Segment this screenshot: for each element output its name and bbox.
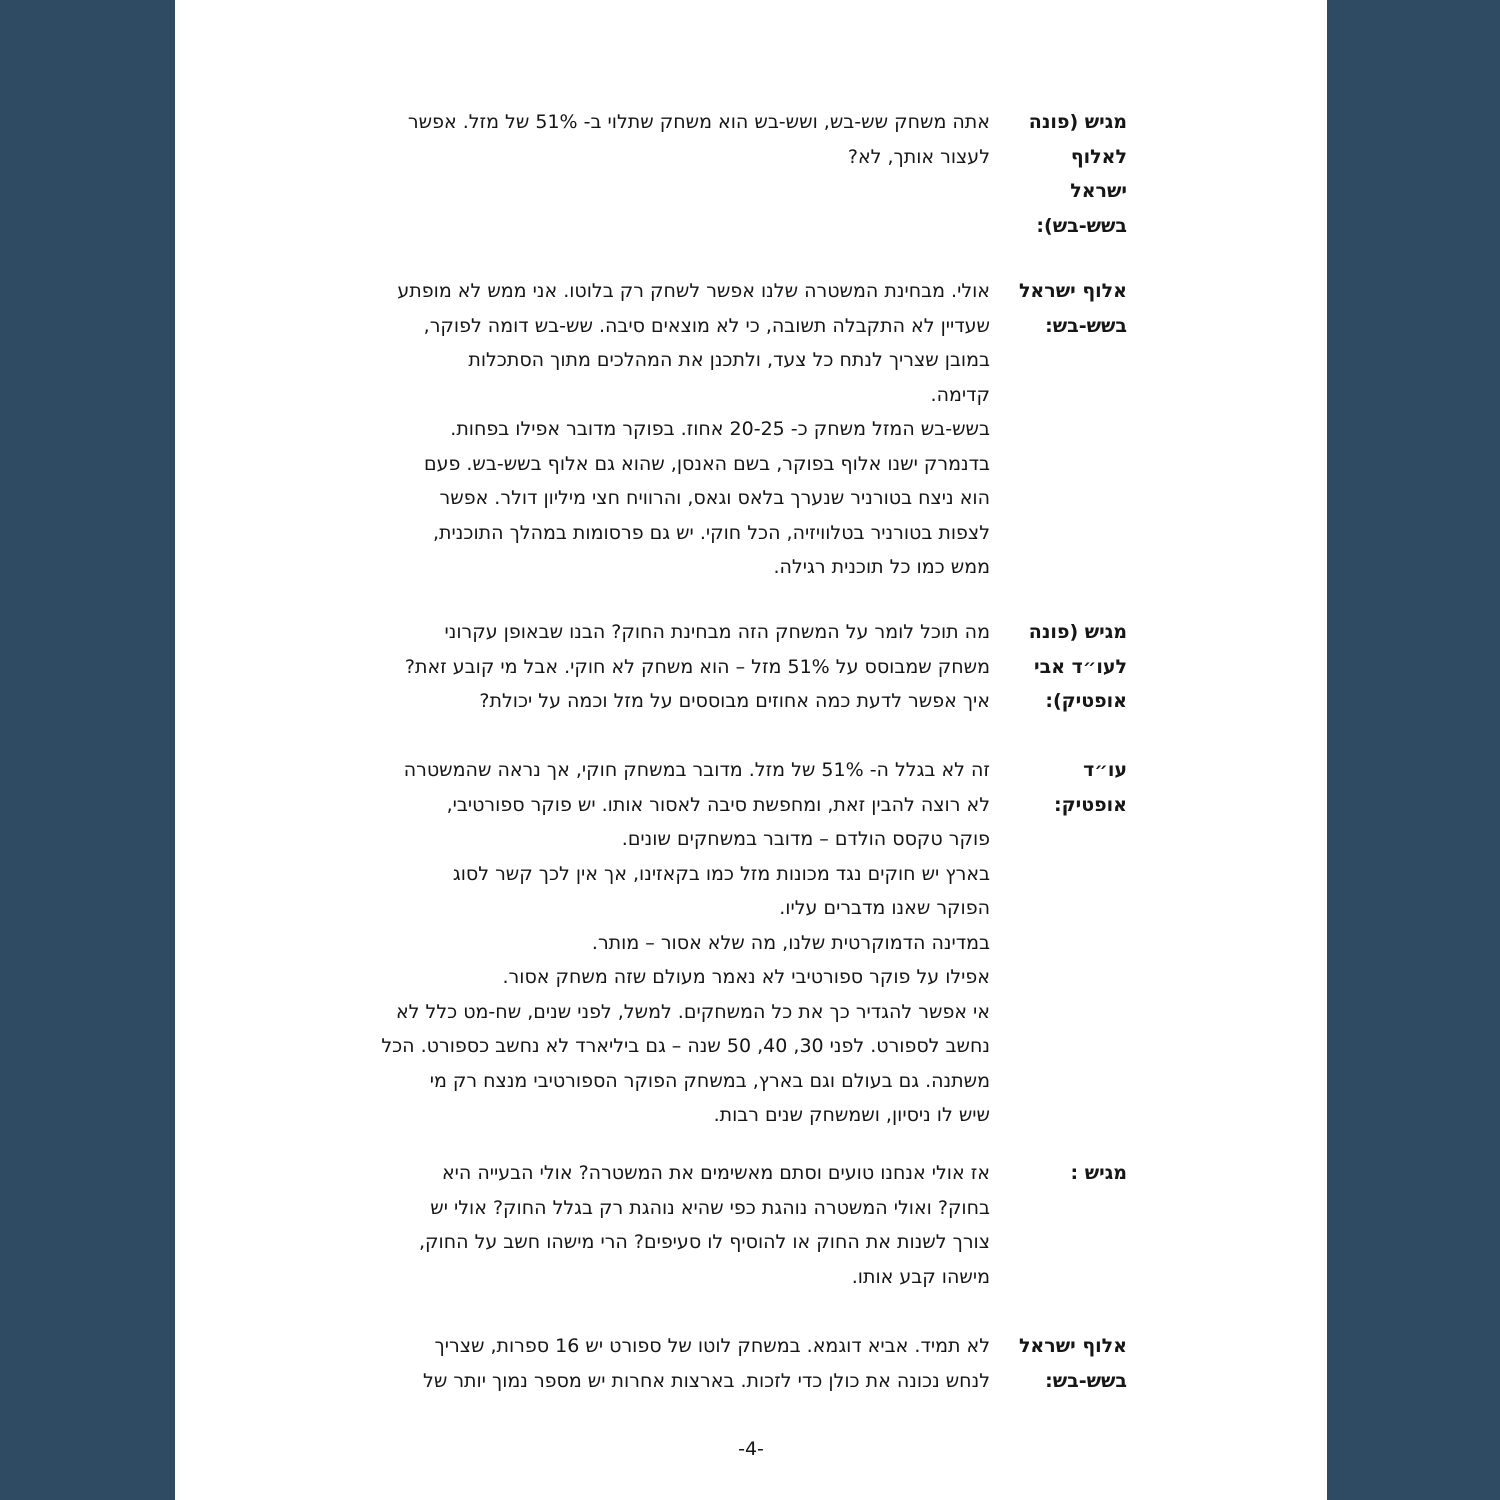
text-line: משתנה. גם בעולם וגם בארץ, במשחק הפוקר הספורטיבי מנצח רק מי: [429, 1069, 990, 1092]
text-line: קדימה.: [930, 383, 990, 406]
speaker-line: מגיש (פונה: [1028, 111, 1127, 133]
dialogue-text: [330, 615, 990, 719]
speaker-line: לעו״ד אבי: [1034, 655, 1127, 678]
text-line: במדינה הדמוקרטית שלנו, מה שלא אסור – מותר.: [591, 931, 990, 954]
speaker-line: מגיש :: [1070, 1162, 1127, 1184]
text-line: אולי. מבחינת המשטרה שלנו אפשר לשחק רק בלוטו. אני ממש לא מופתע: [397, 280, 990, 302]
text-line: לעצור אותך, לא?: [847, 145, 990, 168]
text-line: במובן שצריך לנתח כל צעד, ולתכנן את המהלכים מתוך הסתכלות: [468, 349, 990, 371]
speaker-line: בשש-בש):: [1036, 214, 1127, 237]
text-line: לצפות בטורניר בטלוויזיה, הכל חוקי. יש גם פרסומות במהלך התוכנית,: [433, 521, 990, 544]
speaker-line: אלוף ישראל: [1018, 1335, 1127, 1357]
speaker-line: בשש-בש:: [1045, 1369, 1127, 1392]
speaker-label: [1007, 105, 1127, 243]
dialogue-text: [330, 1329, 990, 1398]
dialogue-text: [330, 105, 990, 174]
text-line: בארץ יש חוקים נגד מכונות מזל כמו בקאזינו, אך אין לכך קשר לסוג: [452, 862, 990, 885]
text-line: שעדיין לא התקבלה תשובה, כי לא מוצאים סיבה. שש-בש דומה לפוקר,: [423, 314, 990, 337]
speaker-label: [1007, 274, 1127, 343]
text-line: נחשב לספורט. לפני 30, 40, 50 שנה – גם ביליארד לא נחשב כספורט. הכל: [381, 1035, 990, 1057]
speaker-line: ישראל: [1070, 180, 1127, 202]
text-line: איך אפשר לדעת כמה אחוזים מבוססים על מזל וכמה על יכולת?: [479, 690, 990, 712]
text-line: בדנמרק ישנו אלוף בפוקר, בשם האנסן, שהוא גם אלוף בשש-בש. פעם: [423, 452, 990, 475]
speaker-label: [1007, 753, 1127, 822]
text-line: שיש לו ניסיון, ושמשחק שנים רבות.: [713, 1104, 990, 1126]
text-line: זה לא בגלל ה- 51% של מזל. מדובר במשחק חוקי, אך נראה שהמשטרה: [403, 759, 990, 781]
text-line: ממש כמו כל תוכנית רגילה.: [773, 556, 990, 578]
page-number: -4-: [738, 1438, 764, 1460]
text-line: לא רוצה להבין זאת, ומחפשת סיבה לאסור אותו. יש פוקר ספורטיבי,: [446, 793, 990, 816]
speaker-line: לאלוף: [1070, 145, 1127, 168]
text-line: משחק שמבוסס על 51% מזל – הוא משחק לא חוקי. אבל מי קובע זאת?: [404, 655, 990, 678]
text-line: בשש-בש המזל משחק כ- 20-25 אחוז. בפוקר מדובר אפילו בפחות.: [450, 418, 990, 440]
text-line: בחוק? ואולי המשטרה נוהגת כפי שהיא נוהגת רק בגלל החוק? אולי יש: [430, 1196, 990, 1219]
text-line: לא תמיד. אביא דוגמא. במשחק לוטו של ספורט יש 16 ספרות, שצריך: [434, 1335, 990, 1357]
document-page: [175, 0, 1327, 1500]
speaker-line: עו״ד: [1083, 759, 1127, 781]
speaker-line: מגיש (פונה: [1028, 621, 1127, 643]
text-line: פוקר טקסס הולדם – מדובר במשחקים שונים.: [621, 828, 990, 850]
dialogue-text: [330, 274, 990, 585]
speaker-line: בשש-בש:: [1045, 314, 1127, 337]
text-line: אי אפשר להגדיר כך את כל המשחקים. למשל, לפני שנים, שח-מט כלל לא: [395, 1000, 990, 1023]
text-line: אתה משחק שש-בש, ושש-בש הוא משחק שתלוי ב- 51% של מזל. אפשר: [407, 111, 990, 133]
speaker-line: אופטיק:: [1054, 793, 1127, 816]
text-line: מה תוכל לומר על המשחק הזה מבחינת החוק? הבנו שבאופן עקרוני: [444, 621, 990, 643]
speaker-line: אופטיק):: [1045, 690, 1127, 712]
text-line: צורך לשנות את החוק או להוסיף לו סעיפים? הרי מישהו חשב על החוק,: [419, 1231, 990, 1253]
dialogue-text: [330, 1156, 990, 1294]
speaker-label: [1007, 615, 1127, 719]
speaker-label: [1007, 1156, 1127, 1191]
text-line: מישהו קבע אותו.: [851, 1265, 990, 1288]
speaker-label: [1007, 1329, 1127, 1398]
text-line: אז אולי אנחנו טועים וסתם מאשימים את המשטרה? אולי הבעייה היא: [441, 1162, 990, 1184]
text-line: הוא ניצח בטורניר שנערך בלאס וגאס, והרוויח חצי מיליון דולר. אפשר: [439, 487, 990, 509]
dialogue-text: [330, 753, 990, 1133]
text-line: הפוקר שאנו מדברים עליו.: [779, 897, 990, 919]
text-line: לנחש נכונה את כולן כדי לזכות. בארצות אחרות יש מספר נמוך יותר של: [423, 1369, 990, 1392]
speaker-line: אלוף ישראל: [1018, 280, 1127, 302]
text-line: אפילו על פוקר ספורטיבי לא נאמר מעולם שזה משחק אסור.: [502, 966, 990, 988]
